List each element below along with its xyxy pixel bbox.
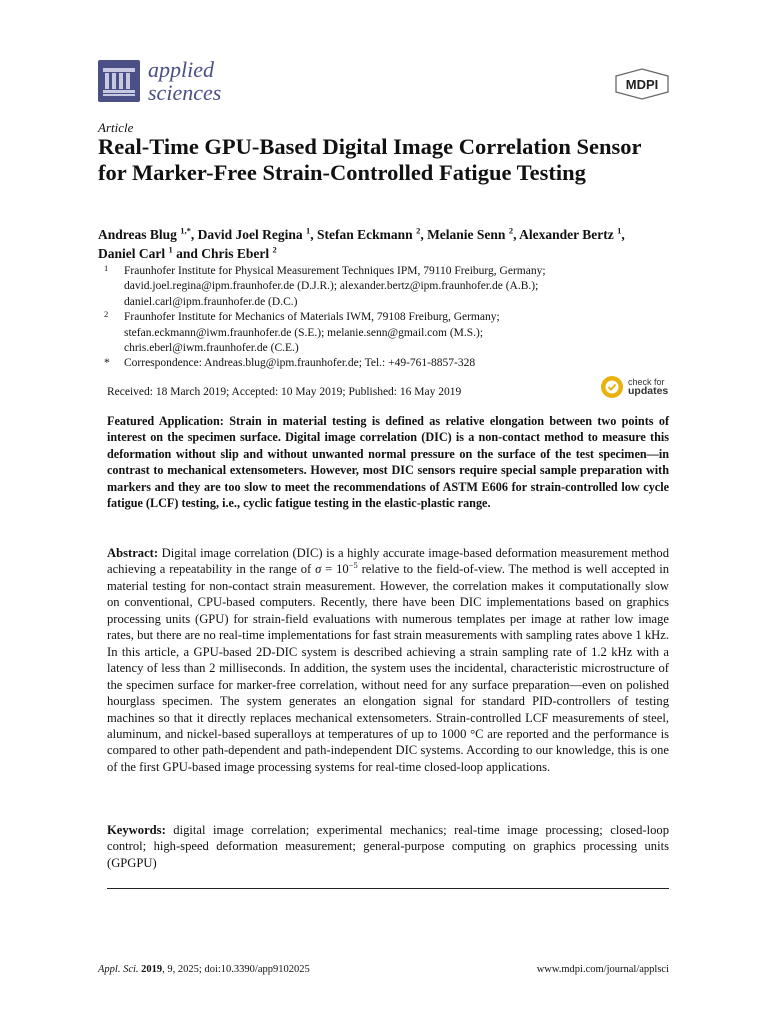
affiliation-line: Fraunhofer Institute for Mechanics of Materials IWM, 79108 Freiburg, Germany; [124,311,500,324]
affiliation-line: chris.eberl@iwm.fraunhofer.de (C.E.) [124,342,299,355]
mdpi-logo-icon [614,68,670,100]
check-for-updates-badge[interactable] [600,375,668,399]
abstract-text: relative to the field-of-view. The method is well accepted in material testing for non-contact strain measurement. However, the correlation makes it computationally slow on conventional, CPU-based computers. Recently, there have been DIC implementations based on graphics processing units (GPU) for strain-field evaluations with numerous templates per image at rather low image rates, but there are no real-time implementations for fast strain measurements with sampling rates above 1 kHz. In this article, a GPU-based 2D-DIC system is described achieving a strain sampling rate of 1.2 kHz with a latency of less than 2 milliseconds. In addition, the system uses the incidental, characteristic microstructure of the specimen surface for marker-free correlation, without need for any surface preparation—even on polished hourglass specimen. The system generates an elongation signal for standard PID-controllers of testing machines so that it directly replaces mechanical extensometers. Strain-controlled LCF measurements of steel, aluminum, and nickel-based superalloys at temperatures of up to 1000 °C are reported and the performance is compared to other path-dependent and path-independent DIC systems. According to our knowledge, this is one of the first GPU-based image processing systems for real-time closed-loop applications. [107,562,670,774]
footer-journal-abbr: Appl. Sci. [98,964,139,975]
journal-logo-icon [98,60,140,102]
author-name: Andreas Blug [98,227,177,242]
author-affiliation-mark: 2 [272,244,277,255]
keywords-text: digital image correlation; experimental mechanics; real-time image processing; closed-loop control; high-speed deformation measurement; general-purpose computing on graphics processing units (GPGPU) [107,823,670,870]
publication-dates: Received: 18 March 2019; Accepted: 10 May 2019; Published: 16 May 2019 [107,386,462,398]
check-updates-icon [600,375,624,399]
affiliation-line: Fraunhofer Institute for Physical Measurement Techniques IPM, 79110 Freiburg, Germany; [124,265,546,277]
abstract-exponent: −5 [348,560,358,571]
author-name: Alexander Bertz [519,227,614,242]
affiliation [104,264,664,310]
check-updates-line2: updates [628,385,669,397]
author-affiliation-mark: 1 [168,244,173,255]
article-type: Article [98,120,134,135]
correspondence-mark: * [104,357,110,370]
keywords [107,822,669,871]
publisher-name: MDPI [625,77,659,92]
affiliation-mark: 1 [104,263,109,273]
featured-text: Strain in material testing is defined as relative elongation between two points of interest on the specimen surface. Digital image correlation (DIC) is a non-contact method to measure this deformation without slip and without unwanted normal pressure on the surface of the test specimen—in contrast to mechanical extensometers. However, most DIC sensors require special sample preparation with markers and they are too slow to meet the recommendations of ASTM E606 for strain-controlled low cycle fatigue (LCF) testing, i.e., cyclic fatigue testing in the elastic-plastic range. [107,414,669,511]
author-name: David Joel Regina [197,227,303,242]
affiliation-line: stefan.eckmann@iwm.fraunhofer.de (S.E.); melanie.senn@gmail.com (M.S.); [124,326,484,339]
footer-citation: , 9, 2025; doi:10.3390/app9102025 [162,964,310,975]
author-affiliation-mark: 1,* [180,225,191,236]
featured-application [107,413,669,511]
paper-title: Real-Time GPU-Based Digital Image Correlation Sensor for Marker-Free Strain-Controlled Fatigue Testing [98,134,642,185]
citation-footer [98,964,310,975]
author-name: Stefan Eckmann [317,227,413,242]
affiliation [104,310,664,356]
author-name: Chris Eberl [201,246,270,261]
journal-url-link[interactable]: www.mdpi.com/journal/applsci [536,964,669,975]
featured-label: Featured Application: [107,414,224,428]
abstract-text: Digital image correlation (DIC) is a highly accurate image-based deformation measurement method achieving a repeatability in the range of [107,546,669,577]
author-affiliation-mark: 2 [416,225,421,236]
affiliation-list [104,264,664,372]
author-name: Daniel Carl [98,246,166,261]
author-affiliation-mark: 1 [306,225,311,236]
affiliation-line: david.joel.regina@ipm.fraunhofer.de (D.J.R.); alexander.bertz@ipm.fraunhofer.de (A.B.); [124,280,539,293]
affiliation-mark: 2 [104,309,109,320]
section-divider [107,888,669,889]
author-affiliation-mark: 2 [508,225,514,236]
author-affiliation-mark: 1 [617,225,622,236]
correspondence-line: Correspondence: Andreas.blug@ipm.fraunhofer.de; Tel.: +49-761-8857-328 [124,357,476,370]
journal-name-line1: applied [148,57,214,82]
author-name: Melanie Senn [427,227,506,242]
abstract-sigma: σ [315,562,322,577]
author-list: Andreas Blug $^{1,*}$, David Joel Regina $^1$, Stefan Eckmann $^2$, Melanie Senn $^2$, Alexander Bertz $^1$, Daniel Carl $^1$ and Chris Eberl $^2$ [98,225,625,261]
affiliation-line: daniel.carl@ipm.fraunhofer.de (D.C.) [124,295,298,308]
journal-logo [98,58,221,104]
abstract-equation: = 10 [321,562,349,577]
footer-year: 2019 [141,964,163,975]
abstract [107,545,669,775]
correspondence [104,356,664,371]
journal-name-line2: sciences [148,80,222,105]
abstract-label: Abstract: [107,546,159,560]
check-updates-line1: check for [628,377,665,387]
keywords-label: Keywords: [107,823,166,837]
